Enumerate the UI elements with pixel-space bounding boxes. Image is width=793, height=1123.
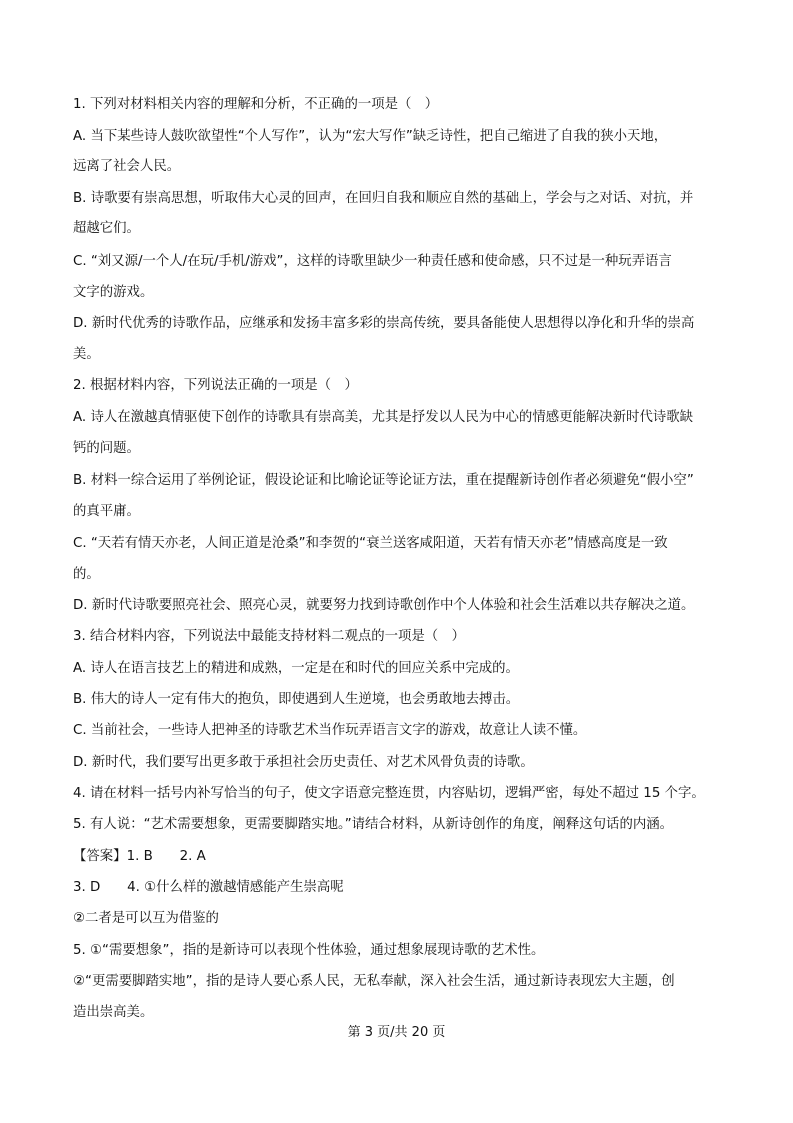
question-2-option-b-line-2: 的真平庸。 — [73, 504, 140, 519]
question-1-option-d-line-1: D. 新时代优秀的诗歌作品，应继承和发扬丰富多彩的崇高传统，要具备能使人思想得以净化和升华的崇高 — [73, 316, 695, 331]
question-1-stem: 1. 下列对材料相关内容的理解和分析，不正确的一项是（ ） — [73, 97, 439, 112]
question-1-option-a-line-1: A. 当下某些诗人鼓吹欲望性“个人写作”，认为“宏大写作”缺乏诗性，把自己缩进了自我的狭小天地， — [73, 129, 668, 144]
question-5-stem: 5. 有人说：“艺术需要想象，更需要脚踏实地。”请结合材料，从新诗创作的角度，阐释这句话的内涵。 — [73, 817, 674, 832]
question-3-option-d: D. 新时代，我们要写出更多敢于承担社会历史责任、对艺术风骨负责的诗歌。 — [73, 755, 534, 770]
question-2-option-a-line-2: 钙的问题。 — [73, 441, 140, 456]
question-2-option-a-line-1: A. 诗人在激越真情驱使下创作的诗歌具有崇高美，尤其是抒发以人民为中心的情感更能解决新时代诗歌缺 — [73, 410, 694, 425]
answer-line-4: 5. ①“需要想象”，指的是新诗可以表现个性体验，通过想象展现诗歌的艺术性。 — [73, 943, 545, 958]
question-1-option-b-line-2: 超越它们。 — [73, 221, 140, 236]
question-1-option-d-line-2: 美。 — [73, 347, 100, 362]
answer-line-2: 3. D 4. ①什么样的激越情感能产生崇高呢 — [73, 880, 344, 895]
answer-line-1 — [73, 847, 206, 867]
question-2-option-b-line-1: B. 材料一综合运用了举例论证，假设论证和比喻论证等论证方法，重在提醒新诗创作者必须避免“假小空” — [73, 473, 694, 488]
question-1-option-c-line-1: C. “刘又源/一个人/在玩/手机/游戏”，这样的诗歌里缺少一种责任感和使命感，只不过是一种玩弄语言 — [73, 254, 672, 269]
question-1-option-c-line-2: 文字的游戏。 — [73, 285, 154, 300]
answer-line-5: ②“更需要脚踏实地”，指的是诗人要心系人民，无私奉献，深入社会生活，通过新诗表现宏大主题，创 — [73, 974, 675, 989]
question-4-stem: 4. 请在材料一括号内补写恰当的句子，使文字语意完整连贯，内容贴切，逻辑严密，每处不超过 15 个字。 — [73, 786, 705, 801]
question-2-option-d: D. 新时代诗歌要照亮社会、照亮心灵，就要努力找到诗歌创作中个人体验和社会生活难以共存解决之道。 — [73, 598, 695, 613]
answer-tag: 【答案】 — [73, 849, 127, 864]
question-2-stem: 2. 根据材料内容，下列说法正确的一项是（ ） — [73, 378, 358, 393]
question-3-option-a: A. 诗人在语言技艺上的精进和成熟，一定是在和时代的回应关系中完成的。 — [73, 661, 519, 676]
answer-line-3: ②二者是可以互为借鉴的 — [73, 911, 219, 926]
question-2-option-c-line-1: C. “天若有情天亦老，人间正道是沧桑”和李贺的“衰兰送客咸阳道，天若有情天亦老”情感高度是一致 — [73, 536, 668, 551]
answer-line-6: 造出崇高美。 — [73, 1005, 154, 1020]
answer-text-1: 1. B 2. A — [126, 849, 206, 864]
question-1-option-a-line-2: 远离了社会人民。 — [73, 159, 181, 174]
question-2-option-c-line-2: 的。 — [73, 567, 100, 582]
page-number: 第 3 页/共 20 页 — [347, 1025, 446, 1040]
question-3-option-b: B. 伟大的诗人一定有伟大的抱负，即使遇到人生逆境，也会勇敢地去搏击。 — [73, 692, 520, 707]
question-3-stem: 3. 结合材料内容，下列说法中最能支持材料二观点的一项是（ ） — [73, 629, 465, 644]
question-3-option-c: C. 当前社会，一些诗人把神圣的诗歌艺术当作玩弄语言文字的游戏，故意让人读不懂。 — [73, 723, 587, 738]
question-1-option-b-line-1: B. 诗歌要有崇高思想，听取伟大心灵的回声，在回归自我和顺应自然的基础上，学会与之对话、对抗，并 — [73, 191, 694, 206]
